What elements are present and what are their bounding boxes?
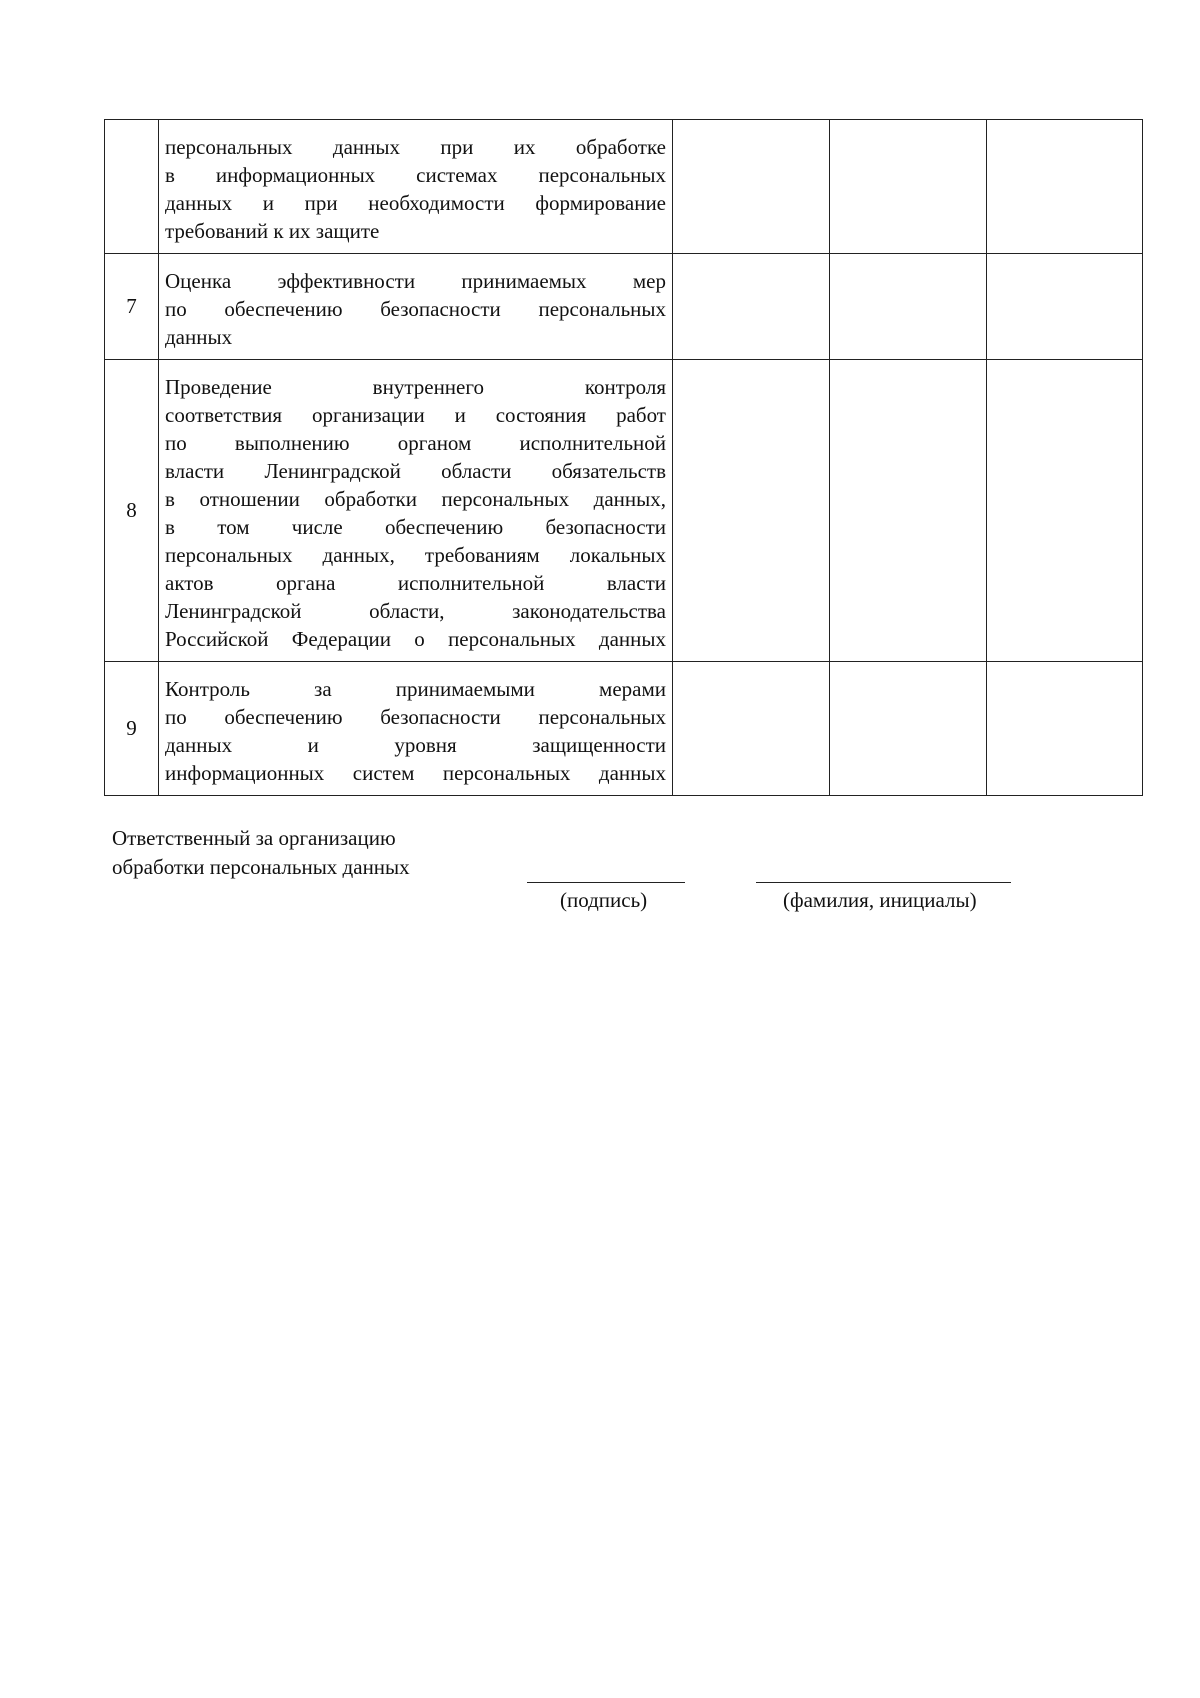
row-description: [159, 360, 673, 662]
empty-cell: [673, 662, 830, 796]
table-row: [105, 120, 1143, 254]
signature-line: [527, 882, 685, 883]
row-description: [159, 254, 673, 360]
measures-table: [104, 119, 1143, 796]
description-line: Проведение внутреннего контроля: [165, 374, 666, 399]
name-line: [756, 882, 1011, 883]
description-line: соответствия организации и состояния работ: [165, 402, 666, 427]
name-caption: (фамилия, инициалы): [783, 888, 977, 912]
description-line: в информационных системах персональных: [165, 162, 666, 187]
row-number: 7: [105, 254, 159, 360]
description-line: требований к их защите: [165, 218, 380, 243]
row-description: [159, 662, 673, 796]
responsible-person-label: [112, 824, 410, 882]
responsible-line-1: Ответственный за организацию: [112, 826, 396, 850]
row-number: [105, 120, 159, 254]
row-number: 8: [105, 360, 159, 662]
description-line: по обеспечению безопасности персональных: [165, 296, 666, 321]
empty-cell: [987, 254, 1143, 360]
description-line: Российской Федерации о персональных данных: [165, 626, 666, 651]
empty-cell: [830, 254, 987, 360]
description-line: актов органа исполнительной власти: [165, 570, 666, 595]
description-line: в том числе обеспечению безопасности: [165, 514, 666, 539]
description-line: власти Ленинградской области обязательств: [165, 458, 666, 483]
description-line: данных и уровня защищенности: [165, 732, 666, 757]
row-number: 9: [105, 662, 159, 796]
empty-cell: [830, 360, 987, 662]
description-line: данных: [165, 324, 233, 349]
table-row: [105, 662, 1143, 796]
description-line: Контроль за принимаемыми мерами: [165, 676, 666, 701]
description-line: персональных данных, требованиям локальных: [165, 542, 666, 567]
empty-cell: [830, 120, 987, 254]
table-row: [105, 360, 1143, 662]
description-line: Оценка эффективности принимаемых мер: [165, 268, 666, 293]
description-line: Ленинградской области, законодательства: [165, 598, 666, 623]
empty-cell: [673, 254, 830, 360]
description-line: по обеспечению безопасности персональных: [165, 704, 666, 729]
empty-cell: [987, 360, 1143, 662]
description-line: данных и при необходимости формирование: [165, 190, 666, 215]
empty-cell: [987, 120, 1143, 254]
description-line: персональных данных при их обработке: [165, 134, 666, 159]
description-line: по выполнению органом исполнительной: [165, 430, 666, 455]
empty-cell: [987, 662, 1143, 796]
description-line: в отношении обработки персональных данных,: [165, 486, 666, 511]
description-line: информационных систем персональных данных: [165, 760, 666, 785]
empty-cell: [830, 662, 987, 796]
empty-cell: [673, 120, 830, 254]
signature-caption: (подпись): [560, 888, 648, 912]
row-description: [159, 120, 673, 254]
responsible-line-2: обработки персональных данных: [112, 855, 410, 879]
table-row: [105, 254, 1143, 360]
empty-cell: [673, 360, 830, 662]
